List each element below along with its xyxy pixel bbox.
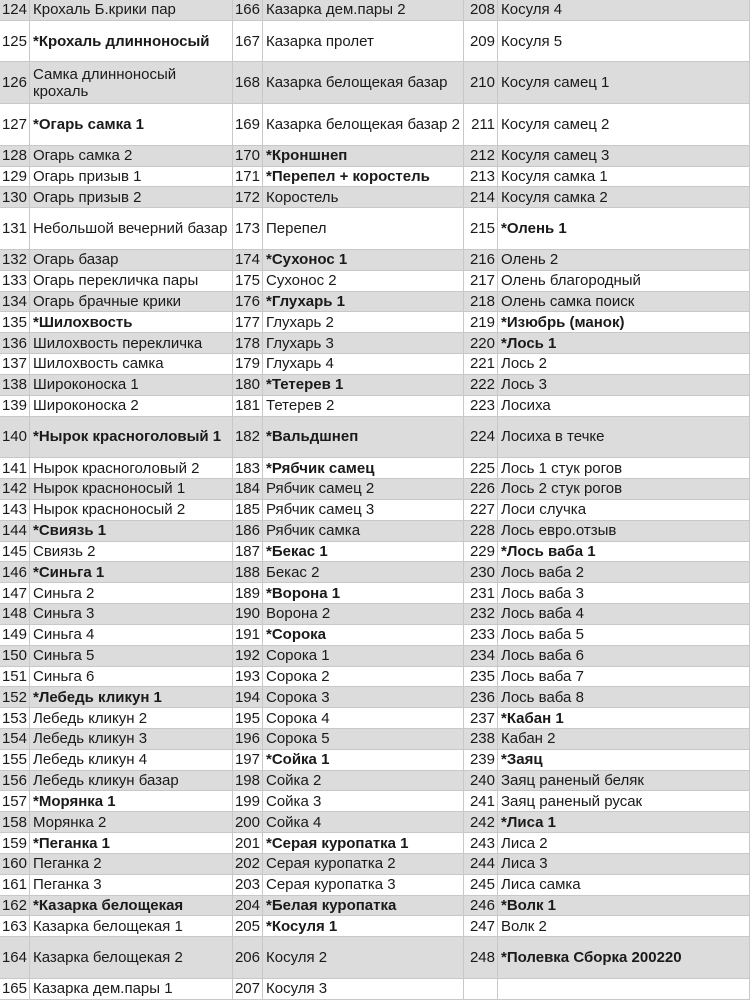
entry-label: Синьга 3 xyxy=(30,604,233,625)
entry-label: Волк 2 xyxy=(498,916,750,937)
entry-number: 209 xyxy=(464,21,498,63)
entry-label: Лебедь кликун 4 xyxy=(30,750,233,771)
entry-number: 237 xyxy=(464,708,498,729)
entry-number: 223 xyxy=(464,396,498,417)
entry-number: 238 xyxy=(464,729,498,750)
entry-label: Широконоска 1 xyxy=(30,375,233,396)
entry-number: 219 xyxy=(464,312,498,333)
entry-label: Серая куропатка 2 xyxy=(263,854,464,875)
entry-label: *Пеганка 1 xyxy=(30,833,233,854)
entry-label: Лиса самка xyxy=(498,875,750,896)
entry-number: 220 xyxy=(464,333,498,354)
entry-label: Рябчик самец 2 xyxy=(263,479,464,500)
entry-label: Рябчик самец 3 xyxy=(263,500,464,521)
entry-label: Косуля самец 3 xyxy=(498,146,750,167)
entry-number: 134 xyxy=(0,292,30,313)
entry-label: *Огарь самка 1 xyxy=(30,104,233,146)
entry-number: 204 xyxy=(233,896,263,917)
entry-label: *Крохаль длинноносый xyxy=(30,21,233,63)
entry-label: *Казарка белощекая xyxy=(30,896,233,917)
entry-number: 166 xyxy=(233,0,263,21)
entry-number: 239 xyxy=(464,750,498,771)
entry-label: Огарь брачные крики xyxy=(30,292,233,313)
entry-number: 192 xyxy=(233,646,263,667)
entry-label: Косуля самка 2 xyxy=(498,187,750,208)
entry-number: 205 xyxy=(233,916,263,937)
entry-label: Лиса 3 xyxy=(498,854,750,875)
entry-number: 216 xyxy=(464,250,498,271)
entry-number: 164 xyxy=(0,937,30,979)
entry-number: 245 xyxy=(464,875,498,896)
entry-number: 178 xyxy=(233,333,263,354)
entry-number: 141 xyxy=(0,458,30,479)
entry-label: *Морянка 1 xyxy=(30,791,233,812)
entry-number: 228 xyxy=(464,521,498,542)
entry-label: *Лиса 1 xyxy=(498,812,750,833)
entry-label: Лось ваба 5 xyxy=(498,625,750,646)
entry-label: Олень благородный xyxy=(498,271,750,292)
entry-number: 200 xyxy=(233,812,263,833)
entry-label: *Синьга 1 xyxy=(30,562,233,583)
entry-number: 175 xyxy=(233,271,263,292)
entry-label: Сорока 3 xyxy=(263,687,464,708)
entry-number: 234 xyxy=(464,646,498,667)
entry-label: Глухарь 2 xyxy=(263,312,464,333)
entry-label: Косуля 2 xyxy=(263,937,464,979)
entry-number: 202 xyxy=(233,854,263,875)
entry-label: Сорока 4 xyxy=(263,708,464,729)
entry-label: Лось ваба 6 xyxy=(498,646,750,667)
entry-number: 213 xyxy=(464,167,498,188)
entry-number: 179 xyxy=(233,354,263,375)
entry-number: 242 xyxy=(464,812,498,833)
entry-label xyxy=(498,979,750,1000)
entry-number: 133 xyxy=(0,271,30,292)
entry-label: Лось 2 стук рогов xyxy=(498,479,750,500)
entry-label: Перепел xyxy=(263,208,464,250)
entry-number: 124 xyxy=(0,0,30,21)
entry-number: 191 xyxy=(233,625,263,646)
entry-label: Заяц раненый русак xyxy=(498,791,750,812)
entry-number: 132 xyxy=(0,250,30,271)
entry-label: Огарь призыв 1 xyxy=(30,167,233,188)
entry-number: 137 xyxy=(0,354,30,375)
entry-number: 146 xyxy=(0,562,30,583)
entry-number: 171 xyxy=(233,167,263,188)
entry-number: 243 xyxy=(464,833,498,854)
entry-label: Шилохвость самка xyxy=(30,354,233,375)
entry-label: *Глухарь 1 xyxy=(263,292,464,313)
entry-number: 174 xyxy=(233,250,263,271)
entry-number: 161 xyxy=(0,875,30,896)
entry-label: *Лось 1 xyxy=(498,333,750,354)
entry-label: Лосиха в течке xyxy=(498,417,750,459)
entry-number: 197 xyxy=(233,750,263,771)
entry-label: *Олень 1 xyxy=(498,208,750,250)
entry-label: *Свиязь 1 xyxy=(30,521,233,542)
entry-label: Сойка 3 xyxy=(263,791,464,812)
entry-number: 170 xyxy=(233,146,263,167)
entry-number: 182 xyxy=(233,417,263,459)
entry-number: 201 xyxy=(233,833,263,854)
entry-number: 135 xyxy=(0,312,30,333)
entry-label: Сорока 1 xyxy=(263,646,464,667)
entry-label: *Сорока xyxy=(263,625,464,646)
entry-label: Пеганка 2 xyxy=(30,854,233,875)
entry-label: *Кабан 1 xyxy=(498,708,750,729)
entry-number: 176 xyxy=(233,292,263,313)
entry-number: 167 xyxy=(233,21,263,63)
entry-number: 207 xyxy=(233,979,263,1000)
entry-label: Сухонос 2 xyxy=(263,271,464,292)
entry-label: Крохаль Б.крики пар xyxy=(30,0,233,21)
entry-number: 185 xyxy=(233,500,263,521)
entry-number: 156 xyxy=(0,771,30,792)
entry-number: 215 xyxy=(464,208,498,250)
entry-number: 241 xyxy=(464,791,498,812)
entry-label: Лось евро.отзыв xyxy=(498,521,750,542)
entry-label: *Белая куропатка xyxy=(263,896,464,917)
entry-number: 126 xyxy=(0,62,30,104)
entry-label: Сойка 4 xyxy=(263,812,464,833)
entry-number: 186 xyxy=(233,521,263,542)
entry-number: 138 xyxy=(0,375,30,396)
entry-number: 180 xyxy=(233,375,263,396)
entry-label: Синьга 4 xyxy=(30,625,233,646)
entry-number: 155 xyxy=(0,750,30,771)
entry-label: Лось ваба 4 xyxy=(498,604,750,625)
entry-number: 233 xyxy=(464,625,498,646)
entry-label: *Лось ваба 1 xyxy=(498,542,750,563)
entry-label: Рябчик самка xyxy=(263,521,464,542)
entry-number: 211 xyxy=(464,104,498,146)
entry-label: Синьга 5 xyxy=(30,646,233,667)
entry-number: 160 xyxy=(0,854,30,875)
entry-number: 236 xyxy=(464,687,498,708)
entry-number: 157 xyxy=(0,791,30,812)
entry-number: 244 xyxy=(464,854,498,875)
entry-label: Лиса 2 xyxy=(498,833,750,854)
entry-number: 231 xyxy=(464,583,498,604)
entry-number: 140 xyxy=(0,417,30,459)
entry-number: 227 xyxy=(464,500,498,521)
entry-number: 184 xyxy=(233,479,263,500)
entry-label: Шилохвость перекличка xyxy=(30,333,233,354)
entry-number: 159 xyxy=(0,833,30,854)
entry-number: 136 xyxy=(0,333,30,354)
entry-label: Пеганка 3 xyxy=(30,875,233,896)
entry-number: 158 xyxy=(0,812,30,833)
entry-number: 203 xyxy=(233,875,263,896)
entry-label: Нырок красноносый 2 xyxy=(30,500,233,521)
entry-number: 177 xyxy=(233,312,263,333)
entry-label: Кабан 2 xyxy=(498,729,750,750)
entry-label: Косуля 5 xyxy=(498,21,750,63)
entry-number: 188 xyxy=(233,562,263,583)
entry-number: 208 xyxy=(464,0,498,21)
entry-label: Нырок красноголовый 2 xyxy=(30,458,233,479)
entry-number: 165 xyxy=(0,979,30,1000)
entry-number: 153 xyxy=(0,708,30,729)
entry-label: Косуля самка 1 xyxy=(498,167,750,188)
entry-label: *Перепел + коростель xyxy=(263,167,464,188)
entry-number: 129 xyxy=(0,167,30,188)
entry-label: Казарка дем.пары 1 xyxy=(30,979,233,1000)
entry-label: Лоси случка xyxy=(498,500,750,521)
entry-number: 217 xyxy=(464,271,498,292)
entry-label: Небольшой вечерний базар xyxy=(30,208,233,250)
entry-label: Огарь перекличка пары xyxy=(30,271,233,292)
entry-number: 173 xyxy=(233,208,263,250)
entry-label: Синьга 2 xyxy=(30,583,233,604)
entry-number: 247 xyxy=(464,916,498,937)
entry-number: 210 xyxy=(464,62,498,104)
entry-label: Заяц раненый беляк xyxy=(498,771,750,792)
entry-label: Огарь самка 2 xyxy=(30,146,233,167)
entry-number: 194 xyxy=(233,687,263,708)
entry-label: *Косуля 1 xyxy=(263,916,464,937)
entry-number: 183 xyxy=(233,458,263,479)
entry-number: 195 xyxy=(233,708,263,729)
entry-number: 230 xyxy=(464,562,498,583)
entry-number: 235 xyxy=(464,667,498,688)
entry-number: 206 xyxy=(233,937,263,979)
entry-label: Косуля самец 2 xyxy=(498,104,750,146)
entry-label: Нырок красноносый 1 xyxy=(30,479,233,500)
entry-label: Олень 2 xyxy=(498,250,750,271)
entry-label: Коростель xyxy=(263,187,464,208)
entry-number: 240 xyxy=(464,771,498,792)
entry-number: 187 xyxy=(233,542,263,563)
entry-number: 218 xyxy=(464,292,498,313)
entry-label: Казарка белощекая 2 xyxy=(30,937,233,979)
entry-number: 152 xyxy=(0,687,30,708)
entry-number: 189 xyxy=(233,583,263,604)
entry-label: Косуля самец 1 xyxy=(498,62,750,104)
entry-number: 214 xyxy=(464,187,498,208)
entry-label: Казарка белощекая 1 xyxy=(30,916,233,937)
entry-label: Лось 1 стук рогов xyxy=(498,458,750,479)
entry-number: 130 xyxy=(0,187,30,208)
entry-label: *Серая куропатка 1 xyxy=(263,833,464,854)
entry-number: 125 xyxy=(0,21,30,63)
entry-number: 127 xyxy=(0,104,30,146)
entry-number: 221 xyxy=(464,354,498,375)
entry-number: 143 xyxy=(0,500,30,521)
entry-number: 154 xyxy=(0,729,30,750)
entry-label: *Заяц xyxy=(498,750,750,771)
entry-label: *Полевка Сборка 200220 xyxy=(498,937,750,979)
entry-label: *Бекас 1 xyxy=(263,542,464,563)
entry-label: Лебедь кликун 3 xyxy=(30,729,233,750)
entry-label: *Тетерев 1 xyxy=(263,375,464,396)
entry-number: 168 xyxy=(233,62,263,104)
entry-number: 145 xyxy=(0,542,30,563)
entry-label: *Вальдшнеп xyxy=(263,417,464,459)
entry-label: *Сухонос 1 xyxy=(263,250,464,271)
entry-label: Огарь базар xyxy=(30,250,233,271)
entry-label: Глухарь 4 xyxy=(263,354,464,375)
entry-label: *Волк 1 xyxy=(498,896,750,917)
entry-label: Казарка белощекая базар 2 xyxy=(263,104,464,146)
entry-number: 198 xyxy=(233,771,263,792)
entry-label: Лебедь кликун базар xyxy=(30,771,233,792)
entry-label: Лось ваба 8 xyxy=(498,687,750,708)
entry-number: 196 xyxy=(233,729,263,750)
entry-label: Лосиха xyxy=(498,396,750,417)
entry-number: 224 xyxy=(464,417,498,459)
entry-number: 163 xyxy=(0,916,30,937)
entry-label: Лось ваба 3 xyxy=(498,583,750,604)
entry-label: Широконоска 2 xyxy=(30,396,233,417)
entry-label: Сорока 5 xyxy=(263,729,464,750)
entry-label: Олень самка поиск xyxy=(498,292,750,313)
entry-label: Бекас 2 xyxy=(263,562,464,583)
entry-label: Сойка 2 xyxy=(263,771,464,792)
entry-number: 128 xyxy=(0,146,30,167)
entry-number: 151 xyxy=(0,667,30,688)
entry-label: Казарка дем.пары 2 xyxy=(263,0,464,21)
entry-label: Лось ваба 2 xyxy=(498,562,750,583)
entry-label: Сорока 2 xyxy=(263,667,464,688)
entry-label: *Изюбрь (манок) xyxy=(498,312,750,333)
entry-label: *Лебедь кликун 1 xyxy=(30,687,233,708)
entry-label: *Шилохвость xyxy=(30,312,233,333)
entry-number: 162 xyxy=(0,896,30,917)
entry-label: Лось 2 xyxy=(498,354,750,375)
entry-number: 199 xyxy=(233,791,263,812)
entry-label: Синьга 6 xyxy=(30,667,233,688)
entry-number: 139 xyxy=(0,396,30,417)
entry-label: Тетерев 2 xyxy=(263,396,464,417)
entry-label: Ворона 2 xyxy=(263,604,464,625)
entry-number: 169 xyxy=(233,104,263,146)
entry-label: *Ворона 1 xyxy=(263,583,464,604)
entry-number: 212 xyxy=(464,146,498,167)
entry-label: *Нырок красноголовый 1 xyxy=(30,417,233,459)
entry-number: 193 xyxy=(233,667,263,688)
entry-label: Косуля 3 xyxy=(263,979,464,1000)
entry-label: Огарь призыв 2 xyxy=(30,187,233,208)
entry-number: 222 xyxy=(464,375,498,396)
entry-number: 225 xyxy=(464,458,498,479)
entry-number: 232 xyxy=(464,604,498,625)
entry-label: Глухарь 3 xyxy=(263,333,464,354)
entry-label: Самка длинноносый крохаль xyxy=(30,62,233,104)
entry-number: 229 xyxy=(464,542,498,563)
entry-number: 147 xyxy=(0,583,30,604)
entry-label: Лось 3 xyxy=(498,375,750,396)
entry-number: 248 xyxy=(464,937,498,979)
entry-label: Свиязь 2 xyxy=(30,542,233,563)
entry-number: 149 xyxy=(0,625,30,646)
entry-label: *Рябчик самец xyxy=(263,458,464,479)
entry-label: Казарка белощекая базар xyxy=(263,62,464,104)
entry-label: Серая куропатка 3 xyxy=(263,875,464,896)
entry-number: 246 xyxy=(464,896,498,917)
entry-label: *Кроншнеп xyxy=(263,146,464,167)
entry-number: 144 xyxy=(0,521,30,542)
entry-number: 150 xyxy=(0,646,30,667)
entry-number: 181 xyxy=(233,396,263,417)
entry-number: 131 xyxy=(0,208,30,250)
entry-label: Казарка пролет xyxy=(263,21,464,63)
entry-number: 148 xyxy=(0,604,30,625)
entry-number: 226 xyxy=(464,479,498,500)
entry-number: 142 xyxy=(0,479,30,500)
entry-label: *Сойка 1 xyxy=(263,750,464,771)
entry-label: Лебедь кликун 2 xyxy=(30,708,233,729)
entry-number xyxy=(464,979,498,1000)
entry-number: 190 xyxy=(233,604,263,625)
entry-label: Лось ваба 7 xyxy=(498,667,750,688)
entry-number: 172 xyxy=(233,187,263,208)
entry-label: Морянка 2 xyxy=(30,812,233,833)
entry-label: Косуля 4 xyxy=(498,0,750,21)
